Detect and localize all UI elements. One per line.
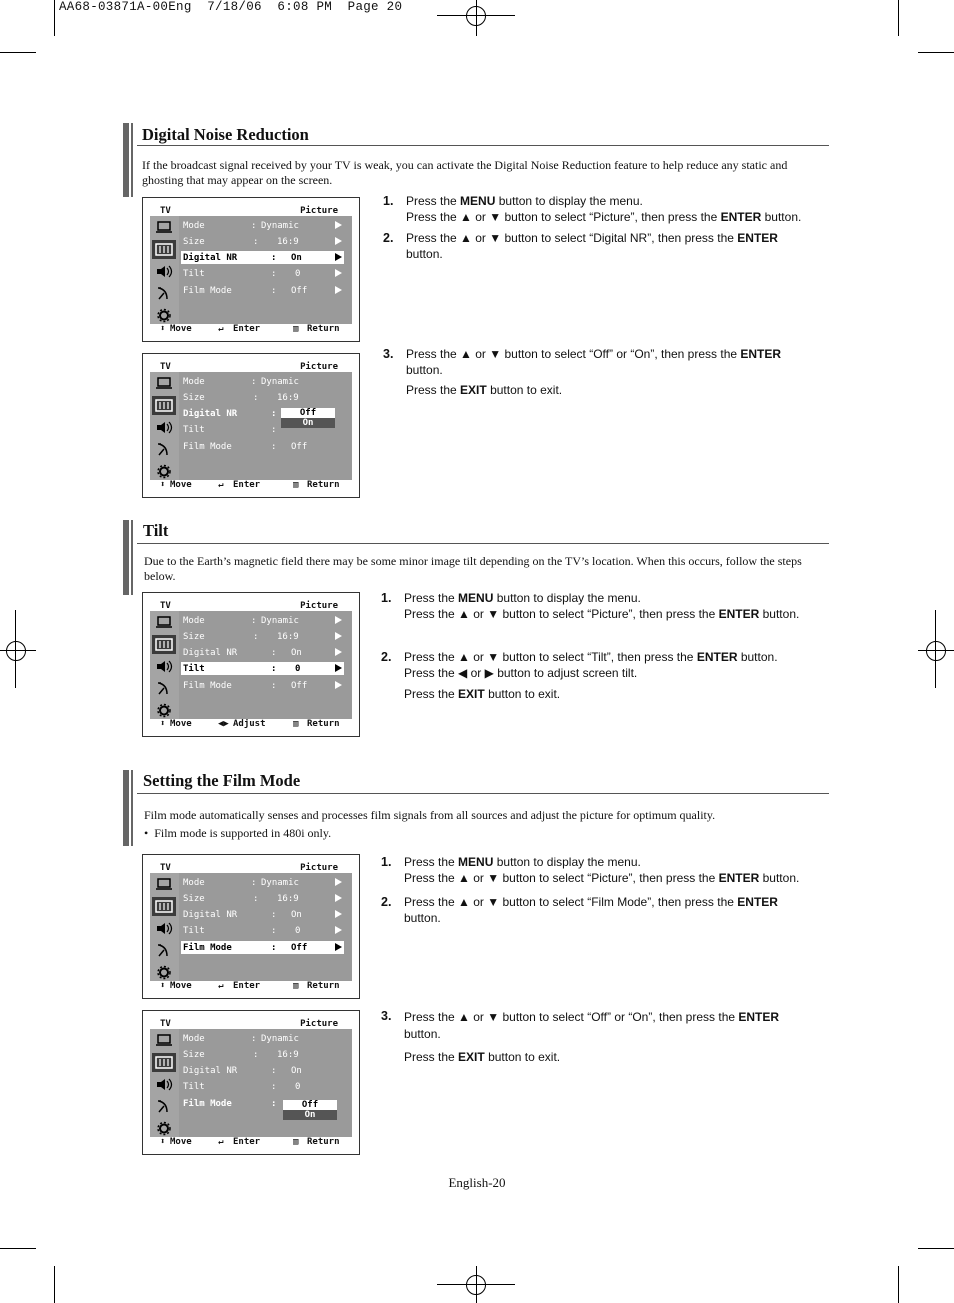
osd-row-mode: Mode : Dynamic	[181, 219, 344, 232]
enter-icon: ↵	[218, 480, 224, 490]
return-icon: ▥	[293, 719, 299, 729]
return-icon: ▥	[293, 480, 299, 490]
move-icon: ⬍	[160, 324, 166, 334]
osd-row-size: Size : 16:9	[183, 1050, 299, 1060]
arrow-right-icon	[335, 286, 342, 294]
section-bar	[123, 123, 133, 197]
input-icon	[152, 613, 176, 632]
enter-icon: ↵	[218, 324, 224, 334]
registration-mark	[935, 610, 936, 688]
section-rule	[137, 543, 829, 544]
adjust-icon: ◀▶	[218, 719, 229, 729]
channel-icon	[152, 679, 176, 698]
crop-mark	[54, 0, 55, 36]
enter-icon: ↵	[218, 981, 224, 991]
osd-menu-dnr-2	[142, 353, 360, 498]
page-footer: English-20	[448, 1175, 506, 1190]
sound-icon	[152, 418, 176, 437]
arrow-right-icon	[335, 237, 342, 245]
osd-row-digital-nr[interactable]: Digital NR : On	[181, 251, 344, 264]
input-icon	[152, 1031, 176, 1050]
osd-menu-film-2	[142, 1010, 360, 1155]
osd-bottom-bar: ⬍ Move ↵ Enter ▥ Return	[150, 480, 352, 490]
osd-bottom-bar: ⬍ Move ↵ Enter ▥ Return	[150, 324, 352, 334]
registration-mark	[926, 641, 946, 661]
section-title: Tilt	[143, 521, 169, 540]
osd-row-mode: Mode : Dynamic	[181, 876, 344, 889]
channel-icon	[152, 440, 176, 459]
arrow-right-icon	[335, 221, 342, 229]
osd-title-bar: TV Picture	[150, 1018, 352, 1029]
crop-mark	[54, 1266, 55, 1303]
osd-picture-label: Picture	[300, 206, 338, 216]
sound-icon	[152, 657, 176, 676]
return-icon: ▥	[293, 1137, 299, 1147]
osd-sidebar	[150, 1029, 179, 1137]
arrow-right-icon	[335, 253, 342, 261]
section-digital-noise-reduction	[123, 123, 829, 198]
registration-mark	[476, 0, 477, 36]
osd-screen	[150, 205, 352, 334]
option-off[interactable]: Off	[283, 1100, 337, 1110]
sound-icon	[152, 919, 176, 938]
registration-mark	[0, 650, 36, 651]
picture-icon	[152, 635, 176, 654]
osd-tv-label: TV	[160, 206, 171, 216]
osd-screen	[150, 1018, 352, 1147]
arrow-right-icon	[335, 632, 342, 640]
osd-row-digital-nr: Digital NR : On	[183, 1066, 302, 1076]
section-intro: If the broadcast signal received by your TV is weak, you can activate the Digital Noise Reduction feature to help reduce any static and ghosting that may appear on the screen.	[142, 158, 788, 187]
picture-icon	[152, 240, 176, 259]
bullet-icon: •	[144, 826, 149, 840]
osd-sidebar	[150, 873, 179, 981]
channel-icon	[152, 941, 176, 960]
channel-icon	[152, 284, 176, 303]
osd-row-film-mode[interactable]: Film Mode : Off	[181, 941, 344, 954]
osd-row-size: Size : 16:9	[183, 393, 299, 403]
section-intro: Due to the Earth’s magnetic field there may be some minor image tilt depending on the TV’s location. When this occurs, follow the steps below.	[144, 554, 802, 583]
setup-icon	[152, 701, 176, 720]
osd-dropdown-dnr[interactable]	[281, 408, 335, 428]
osd-row-size: Size : 16:9	[181, 235, 344, 248]
print-header: AA68-03871A-00Eng 7/18/06 6:08 PM Page 20	[59, 0, 403, 14]
registration-mark	[476, 1266, 477, 1303]
osd-row-size: Size : 16:9	[181, 892, 344, 905]
crop-mark	[0, 1248, 36, 1249]
bullet-note: • Film mode is supported in 480i only.	[144, 826, 332, 840]
arrow-right-icon	[335, 269, 342, 277]
arrow-right-icon	[335, 894, 342, 902]
registration-mark	[6, 641, 26, 661]
registration-mark	[15, 610, 16, 688]
osd-title-bar: TV Picture	[150, 361, 352, 372]
osd-menu-dnr-1	[142, 197, 360, 342]
osd-screen	[150, 862, 352, 991]
return-icon: ▥	[293, 981, 299, 991]
arrow-right-icon	[335, 926, 342, 934]
input-icon	[152, 374, 176, 393]
channel-icon	[152, 1097, 176, 1116]
osd-title-bar: TV Picture	[150, 600, 352, 611]
osd-bottom-bar: ⬍ Move ↵ Enter ▥ Return	[150, 1137, 352, 1147]
osd-menu-tilt	[142, 592, 360, 737]
setup-icon	[152, 963, 176, 982]
registration-mark	[918, 650, 954, 651]
section-bar	[123, 770, 133, 846]
osd-row-mode: Mode : Dynamic	[183, 1034, 299, 1044]
setup-icon	[152, 462, 176, 481]
setup-icon	[152, 306, 176, 325]
osd-sidebar	[150, 611, 179, 719]
arrow-right-icon	[335, 616, 342, 624]
osd-row-tilt: Tilt : 0	[183, 1082, 301, 1092]
move-icon: ⬍	[160, 1137, 166, 1147]
osd-row-digital-nr: Digital NR :	[183, 409, 277, 419]
section-film-mode	[123, 770, 829, 847]
arrow-right-icon	[335, 943, 342, 951]
section-intro: Film mode automatically senses and processes film signals from all sources and adjust the picture for optimum quality.	[144, 808, 716, 822]
osd-row-film-mode: Film Mode : Off	[181, 284, 344, 297]
option-on[interactable]: On	[283, 1110, 337, 1120]
osd-row-film-mode: Film Mode :	[183, 1099, 277, 1109]
osd-sidebar	[150, 372, 179, 480]
move-icon: ⬍	[160, 719, 166, 729]
move-icon: ⬍	[160, 981, 166, 991]
arrow-right-icon	[335, 648, 342, 656]
osd-title-bar: TV Picture	[150, 862, 352, 873]
osd-row-film-mode: Film Mode : Off	[183, 442, 308, 452]
osd-title-bar	[150, 205, 352, 216]
picture-icon	[152, 1053, 176, 1072]
arrow-right-icon	[335, 878, 342, 886]
crop-mark	[898, 0, 899, 36]
osd-row-tilt: Tilt : 0	[181, 267, 344, 280]
osd-bottom-bar: ⬍ Move ◀▶ Adjust ▥ Return	[150, 719, 352, 729]
option-off[interactable]: Off	[281, 408, 335, 418]
osd-row-digital-nr: Digital NR : On	[181, 646, 344, 659]
picture-icon	[152, 396, 176, 415]
crop-mark	[918, 52, 954, 53]
crop-mark	[918, 1248, 954, 1249]
option-on[interactable]: On	[281, 418, 335, 428]
enter-icon: ↵	[218, 1137, 224, 1147]
osd-row-film-mode: Film Mode : Off	[181, 679, 344, 692]
sound-icon	[152, 1075, 176, 1094]
osd-row-size: Size : 16:9	[181, 630, 344, 643]
section-rule	[137, 793, 829, 794]
osd-row-digital-nr: Digital NR : On	[181, 908, 344, 921]
section-tilt	[123, 520, 829, 595]
move-icon: ⬍	[160, 480, 166, 490]
arrow-right-icon	[335, 910, 342, 918]
osd-sidebar	[150, 216, 179, 324]
picture-icon	[152, 897, 176, 916]
osd-screen	[150, 361, 352, 490]
input-icon	[152, 875, 176, 894]
osd-row-mode: Mode : Dynamic	[181, 614, 344, 627]
sound-icon	[152, 262, 176, 281]
section-title: Digital Noise Reduction	[142, 125, 309, 144]
section-rule	[137, 145, 829, 146]
return-icon: ▥	[293, 324, 299, 334]
osd-screen	[150, 600, 352, 729]
crop-mark	[0, 52, 36, 53]
osd-row-mode: Mode : Dynamic	[183, 377, 299, 387]
arrow-right-icon	[335, 681, 342, 689]
osd-dropdown-film[interactable]	[283, 1100, 337, 1120]
osd-row-tilt[interactable]: Tilt : 0	[181, 662, 344, 675]
setup-icon	[152, 1119, 176, 1138]
osd-row-tilt: Tilt :	[183, 425, 277, 435]
section-bar	[123, 520, 133, 595]
osd-row-tilt: Tilt : 0	[181, 924, 344, 937]
osd-menu-film-1	[142, 854, 360, 999]
crop-mark	[898, 1266, 899, 1303]
osd-bottom-bar: ⬍ Move ↵ Enter ▥ Return	[150, 981, 352, 991]
arrow-right-icon	[335, 664, 342, 672]
input-icon	[152, 218, 176, 237]
section-title: Setting the Film Mode	[143, 771, 301, 790]
